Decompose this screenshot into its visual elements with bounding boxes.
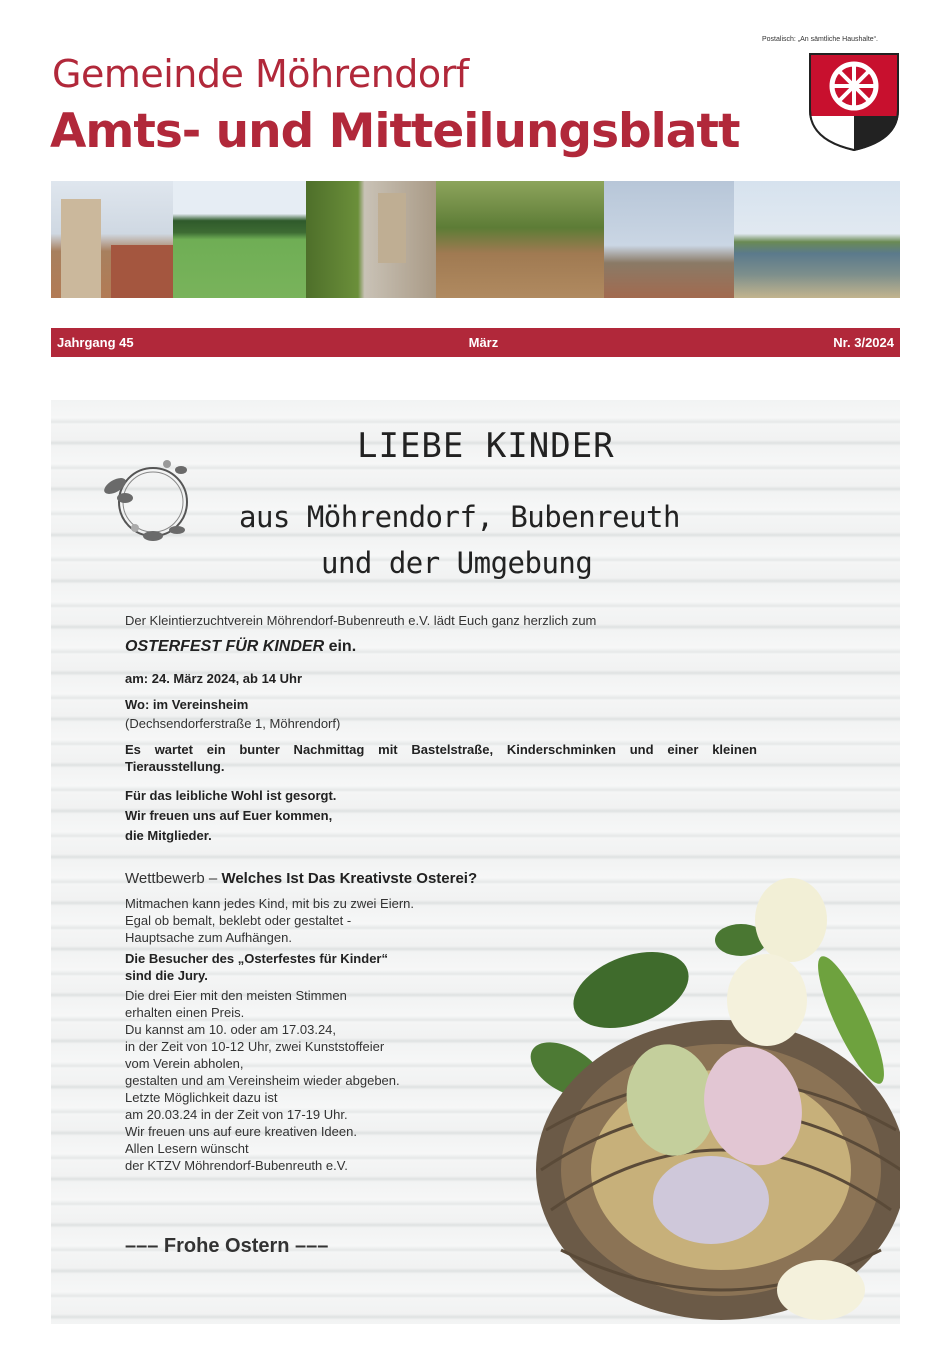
rule-line: Egal ob bemalt, beklebt oder gestaltet -: [125, 913, 352, 928]
issue-number: Nr. 3/2024: [833, 335, 894, 350]
event-name: OSTERFEST FÜR KINDER: [125, 638, 325, 655]
postal-note: Postalisch: „An sämtliche Haushalte“.: [762, 36, 878, 43]
detail-line: Die drei Eier mit den meisten Stimmen: [125, 988, 347, 1003]
detail-line: Allen Lesern wünscht: [125, 1141, 249, 1156]
issue-info-band: [51, 328, 900, 357]
contest-rules: [125, 895, 414, 1174]
detail-line: erhalten einen Preis.: [125, 1005, 245, 1020]
detail-line: in der Zeit von 10-12 Uhr, zwei Kunststoffeier: [125, 1039, 385, 1054]
flyer-subheadline-2: und der Umgebung: [321, 546, 593, 580]
rule-line: Mitmachen kann jedes Kind, mit bis zu zwei Eiern.: [125, 896, 415, 911]
detail-line: am 20.03.24 in der Zeit von 17-19 Uhr.: [125, 1107, 348, 1122]
detail-line: Letzte Möglichkeit dazu ist: [125, 1090, 278, 1105]
volume-label: Jahrgang 45: [57, 335, 134, 350]
food-line-2: Wir freuen uns auf Euer kommen,: [125, 808, 333, 823]
photo-strip: [51, 181, 900, 298]
closing-greeting: ––– Frohe Ostern –––: [125, 1235, 329, 1257]
jury-line-1: Die Besucher des „Osterfestes für Kinder“: [125, 951, 388, 966]
event-program: Es wartet ein bunter Nachmittag mit Bastelstraße, Kinderschminken und einer kleinen Tierausstellung.: [125, 742, 757, 774]
detail-line: Wir freuen uns auf eure kreativen Ideen.: [125, 1124, 357, 1139]
detail-line: vom Verein abholen,: [125, 1056, 244, 1071]
rule-line: Hauptsache zum Aufhängen.: [125, 930, 292, 945]
contest-prefix: Wettbewerb –: [125, 870, 222, 887]
event-address: (Dechsendorferstraße 1, Möhrendorf): [125, 716, 341, 731]
event-suffix: ein.: [324, 638, 357, 655]
jury-line-2: sind die Jury.: [125, 968, 208, 983]
photo-lake: [734, 181, 900, 298]
photo-storks-meadow: [173, 181, 306, 298]
easter-nest-illustration: [521, 870, 900, 1324]
photo-church-tower: [51, 181, 173, 298]
photo-bench-park: [436, 181, 604, 298]
flyer-subheadline-1: aus Möhrendorf, Bubenreuth: [239, 500, 680, 534]
event-location: Wo: im Vereinsheim: [125, 697, 249, 712]
food-line-3: die Mitglieder.: [125, 828, 212, 843]
month-label: März: [468, 335, 499, 350]
coat-of-arms-wheel-icon: [808, 52, 900, 152]
page-title: Amts- und Mitteilungsblatt: [50, 104, 740, 159]
food-line-1: Für das leibliche Wohl ist gesorgt.: [125, 788, 337, 803]
contest-heading: [125, 870, 477, 887]
flyer-headline: LIEBE KINDER: [357, 426, 615, 466]
easter-flyer: [51, 400, 900, 1324]
municipality-name: Gemeinde Möhrendorf: [52, 52, 469, 96]
detail-line: der KTZV Möhrendorf-Bubenreuth e.V.: [125, 1158, 348, 1173]
event-date: am: 24. März 2024, ab 14 Uhr: [125, 671, 303, 686]
photo-stork-nest: [604, 181, 734, 298]
detail-line: gestalten und am Vereinsheim wieder abgeben.: [125, 1073, 400, 1088]
photo-church-street: [306, 181, 436, 298]
event-line: [125, 638, 356, 655]
flyer-intro: Der Kleintierzuchtverein Möhrendorf-Bubenreuth e.V. lädt Euch ganz herzlich zum: [125, 613, 597, 628]
wreath-icon: [95, 444, 205, 556]
detail-line: Du kannst am 10. oder am 17.03.24,: [125, 1022, 337, 1037]
contest-title: Welches Ist Das Kreativste Osterei?: [221, 870, 478, 887]
